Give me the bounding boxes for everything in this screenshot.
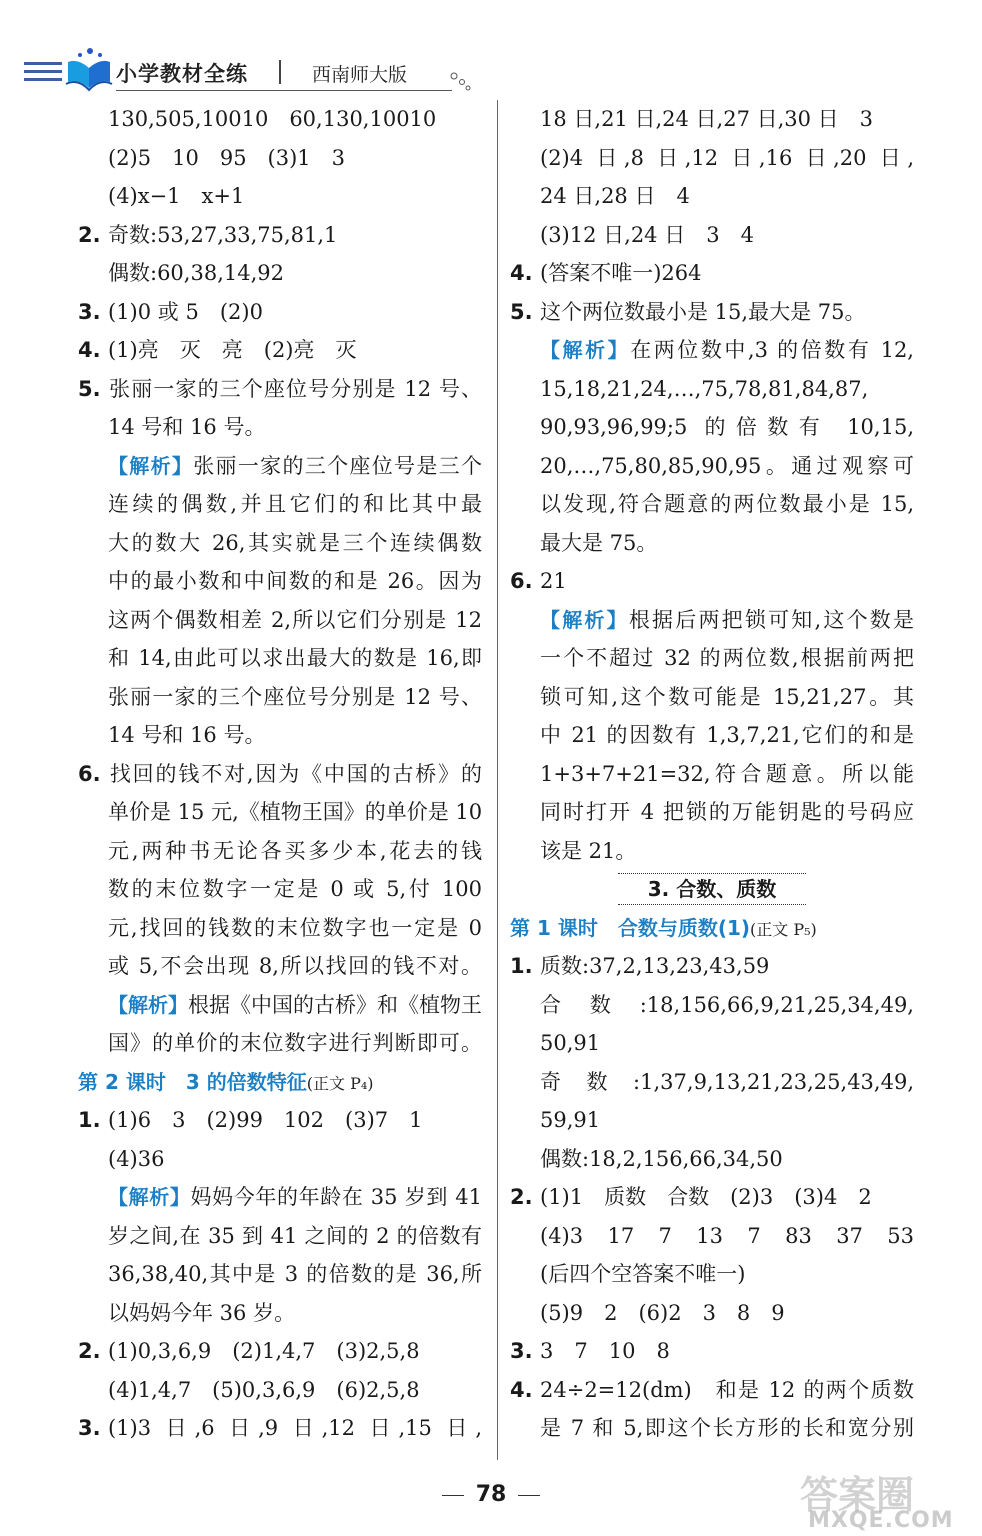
answer-text: 14 号和 16 号。 — [108, 723, 266, 747]
header-rule — [116, 90, 452, 91]
answer-text: 或 5,不会出现 8,所以找回的钱不对。 — [108, 954, 482, 978]
analysis-tag: 【解析】 — [108, 453, 194, 478]
answer-line — [78, 678, 482, 717]
book-logo-icon — [64, 44, 114, 92]
answer-text: 张丽一家的三个座位号分别是 12 号、 — [108, 684, 482, 709]
answer-text: 张丽一家的三个座位号分别是 12 号、 — [108, 376, 482, 401]
answer-line — [510, 1371, 914, 1410]
answer-line — [510, 1140, 914, 1179]
answer-line — [78, 639, 482, 678]
answer-line — [510, 100, 914, 139]
answer-text: 数的末位数字一定是 0 或 5,付 100 — [108, 877, 482, 901]
answer-text: (1)3 日,6 日,9 日,12 日,15 日, — [108, 1416, 482, 1440]
answer-text: 奇数:1,37,9,13,21,23,25,43,49, — [540, 1069, 914, 1094]
answer-line — [510, 1217, 914, 1256]
answer-text: 根据《中国的古桥》和《植物王 — [188, 992, 482, 1017]
answer-line — [510, 1063, 914, 1102]
answer-line — [510, 832, 914, 871]
lesson-heading-text: 第 2 课时 3 的倍数特征 — [78, 1069, 307, 1094]
answer-text: 根据后两把锁可知,这个数是 — [628, 607, 914, 632]
answer-line — [78, 755, 482, 794]
answer-text: 36,38,40,其中是 3 的倍数的是 36,所 — [108, 1262, 482, 1286]
watermark-text: 答案圈 — [800, 1473, 915, 1517]
answer-text: (3)12 日,24 日 3 4 — [540, 222, 754, 247]
answer-line — [510, 524, 914, 563]
answer-text: (答案不唯一)264 — [540, 261, 702, 285]
answer-line — [78, 254, 482, 293]
answer-text: (1)0,3,6,9 (2)1,4,7 (3)2,5,8 — [108, 1339, 420, 1363]
analysis-line — [510, 331, 914, 370]
watermark-url: MXQE.COM — [808, 1508, 954, 1533]
answer-text: 偶数:18,2,156,66,34,50 — [540, 1146, 783, 1171]
header-dots-decoration — [448, 72, 472, 92]
question-number: 3. — [78, 299, 101, 324]
answer-text: 锁可知,这个数可能是 15,21,27。其 — [540, 684, 914, 709]
answer-line — [510, 177, 914, 216]
answer-text: 质数:37,2,13,23,43,59 — [540, 954, 770, 978]
lesson-heading — [78, 1063, 482, 1102]
answer-text: (1)0 或 5 (2)0 — [108, 299, 263, 324]
answer-line — [78, 177, 482, 216]
answer-text: 大的数大 26,其实就是三个连续偶数 — [108, 530, 482, 555]
answer-text: 偶数:60,38,14,92 — [108, 261, 284, 285]
answer-line — [510, 986, 914, 1025]
answer-line — [78, 293, 482, 332]
answer-text: 和 14,由此可以求出最大的数是 16,即 — [108, 646, 482, 670]
question-number: 5. — [78, 376, 101, 401]
answer-text: 国》的单价的末位数字进行判断即可。 — [108, 1031, 482, 1055]
question-number: 3. — [78, 1416, 101, 1440]
analysis-line — [78, 986, 482, 1025]
column-divider — [497, 100, 498, 1460]
answer-text: 以妈妈今年 36 岁。 — [108, 1300, 296, 1325]
right-column — [510, 100, 914, 1448]
answer-line — [78, 716, 482, 755]
unit-heading-text: 3. 合数、质数 — [618, 873, 806, 905]
answer-text: 14 号和 16 号。 — [108, 415, 266, 439]
answer-line — [510, 947, 914, 986]
watermark-logo — [790, 1464, 970, 1534]
answer-line — [78, 601, 482, 640]
answer-line — [510, 755, 914, 794]
answer-text: 合数:18,156,66,9,21,25,34,49, — [540, 992, 914, 1017]
answer-text: (1)1 质数 合数 (2)3 (3)4 2 — [540, 1185, 872, 1209]
question-number: 3. — [510, 1339, 533, 1363]
answer-line — [78, 1371, 482, 1410]
answer-line — [78, 216, 482, 255]
answer-text: 岁之间,在 35 到 41 之间的 2 的倍数有 — [108, 1223, 482, 1248]
answer-line — [510, 447, 914, 486]
answer-text: 18 日,21 日,24 日,27 日,30 日 3 — [540, 107, 874, 131]
book-edition: 西南师大版 — [312, 64, 408, 86]
answer-text: (4)x−1 x+1 — [108, 184, 245, 208]
analysis-line — [78, 447, 482, 486]
answer-text: (1)亮 灭 亮 (2)亮 灭 — [108, 338, 357, 362]
answer-text: 最大是 75。 — [540, 530, 658, 555]
answer-line — [78, 485, 482, 524]
answer-line — [510, 485, 914, 524]
answer-text: (4)1,4,7 (5)0,3,6,9 (6)2,5,8 — [108, 1377, 420, 1402]
answer-text: 元,两种书无论各买多少本,花去的钱 — [108, 838, 482, 863]
question-number: 2. — [78, 1339, 101, 1363]
answer-line — [78, 832, 482, 871]
lesson-page-ref: (正文 P₄) — [306, 1073, 374, 1093]
analysis-tag: 【解析】 — [540, 338, 631, 362]
answer-text: 90,93,96,99;5 的倍数有 10,15, — [540, 415, 914, 439]
answer-line — [78, 370, 482, 409]
question-number: 6. — [510, 569, 533, 593]
answer-text: 3 7 10 8 — [540, 1339, 670, 1363]
answer-line — [510, 408, 914, 447]
answer-line — [510, 1178, 914, 1217]
question-number: 1. — [510, 954, 533, 978]
page-number: 78 — [0, 1482, 982, 1507]
answer-line — [510, 639, 914, 678]
answer-line — [510, 1294, 914, 1333]
question-number: 4. — [510, 261, 533, 285]
answer-text: 该是 21。 — [540, 838, 637, 863]
answer-text: 这个两位数最小是 15,最大是 75。 — [540, 299, 866, 324]
question-number: 5. — [510, 299, 533, 324]
answer-line — [78, 524, 482, 563]
answer-text: 元,找回的钱数的末位数字也一定是 0 — [108, 915, 482, 940]
answer-line — [78, 562, 482, 601]
answer-line — [510, 216, 914, 255]
answer-line — [510, 370, 914, 409]
answer-text: 找回的钱不对,因为《中国的古桥》的 — [108, 761, 482, 786]
analysis-line — [78, 1178, 482, 1217]
answer-text: 20,…,75,80,85,90,95。通过观察可 — [540, 453, 914, 478]
answer-line — [78, 947, 482, 986]
answer-line — [78, 870, 482, 909]
answer-line — [78, 1255, 482, 1294]
answer-line — [78, 1140, 482, 1179]
answer-text: 130,505,10010 60,130,10010 — [108, 107, 437, 131]
answer-line — [510, 139, 914, 178]
unit-heading — [510, 870, 914, 909]
header-lines-decoration — [24, 62, 62, 86]
answer-text: 张丽一家的三个座位号是三个 — [193, 453, 482, 478]
page-header — [0, 0, 982, 100]
lesson-heading-text: 第 1 课时 合数与质数(1) — [510, 915, 751, 940]
answer-text: 奇数:53,27,33,75,81,1 — [108, 222, 338, 247]
answer-line — [78, 1101, 482, 1140]
answer-line — [78, 1294, 482, 1333]
answer-line — [510, 562, 914, 601]
lesson-page-ref: (正文 P₅) — [750, 919, 817, 939]
answer-line — [78, 408, 482, 447]
answer-text: 中的最小数和中间数的和是 26。因为 — [108, 569, 482, 593]
answer-line — [510, 1101, 914, 1140]
analysis-tag: 【解析】 — [540, 607, 629, 632]
question-number: 1. — [78, 1108, 101, 1132]
answer-text: (4)3 17 7 13 7 83 37 53 — [540, 1223, 914, 1248]
answer-text: (4)36 — [108, 1146, 165, 1171]
header-separator — [279, 60, 281, 84]
answer-text: 同时打开 4 把锁的万能钥匙的号码应 — [540, 800, 914, 824]
question-number: 2. — [510, 1185, 533, 1209]
answer-text: (5)9 2 (6)2 3 8 9 — [540, 1300, 785, 1325]
left-column — [78, 100, 482, 1448]
answer-text: 在两位数中,3 的倍数有 12, — [630, 338, 914, 362]
answer-text: (后四个空答案不唯一) — [540, 1262, 746, 1286]
lesson-heading — [510, 909, 914, 948]
answer-text: 连续的偶数,并且它们的和比其中最 — [108, 492, 482, 516]
answer-line — [78, 1409, 482, 1448]
answer-line — [510, 254, 914, 293]
answer-text: 21 — [540, 569, 567, 593]
answer-text: 单价是 15 元,《植物王国》的单价是 10 — [108, 800, 483, 824]
answer-line — [510, 293, 914, 332]
answer-line — [78, 909, 482, 948]
answer-text: 24÷2=12(dm) 和是 12 的两个质数 — [540, 1377, 914, 1402]
question-number: 4. — [510, 1377, 533, 1402]
question-number: 2. — [78, 222, 101, 247]
answer-text: (1)6 3 (2)99 102 (3)7 1 — [108, 1108, 423, 1132]
answer-line — [510, 678, 914, 717]
answer-line — [78, 100, 482, 139]
answer-text: 中 21 的因数有 1,3,7,21,它们的和是 — [540, 723, 914, 747]
question-number: 4. — [78, 338, 101, 362]
answer-text: 59,91 — [540, 1108, 601, 1132]
answer-line — [78, 1024, 482, 1063]
answer-line — [510, 793, 914, 832]
answer-line — [78, 1332, 482, 1371]
answer-text: 是 7 和 5,即这个长方形的长和宽分别 — [540, 1416, 914, 1440]
answer-line — [78, 331, 482, 370]
question-number: 6. — [78, 761, 101, 786]
answer-line — [78, 1217, 482, 1256]
answer-line — [78, 139, 482, 178]
answer-text: 一个不超过 32 的两位数,根据前两把 — [540, 646, 914, 670]
book-series-title: 小学教材全练 — [116, 62, 248, 86]
answer-text: 这两个偶数相差 2,所以它们分别是 12 — [108, 607, 482, 632]
analysis-line — [510, 601, 914, 640]
answer-line — [510, 1409, 914, 1448]
answer-line — [510, 1255, 914, 1294]
answer-text: 1+3+7+21=32,符合题意。所以能 — [540, 761, 914, 786]
analysis-tag: 【解析】 — [108, 1185, 191, 1209]
answer-text: (2)4 日,8 日,12 日,16 日,20 日, — [540, 145, 914, 170]
answer-text: 15,18,21,24,…,75,78,81,84,87, — [540, 376, 869, 401]
analysis-tag: 【解析】 — [108, 992, 188, 1017]
answer-text: 以发现,符合题意的两位数最小是 15, — [540, 492, 914, 516]
answer-line — [510, 1332, 914, 1371]
answer-text: 50,91 — [540, 1031, 601, 1055]
answer-line — [510, 1024, 914, 1063]
answer-line — [510, 716, 914, 755]
answer-text: 24 日,28 日 4 — [540, 184, 690, 208]
answer-text: 妈妈今年的年龄在 35 岁到 41 — [190, 1185, 483, 1209]
answer-line — [78, 793, 482, 832]
answer-text: (2)5 10 95 (3)1 3 — [108, 145, 346, 170]
